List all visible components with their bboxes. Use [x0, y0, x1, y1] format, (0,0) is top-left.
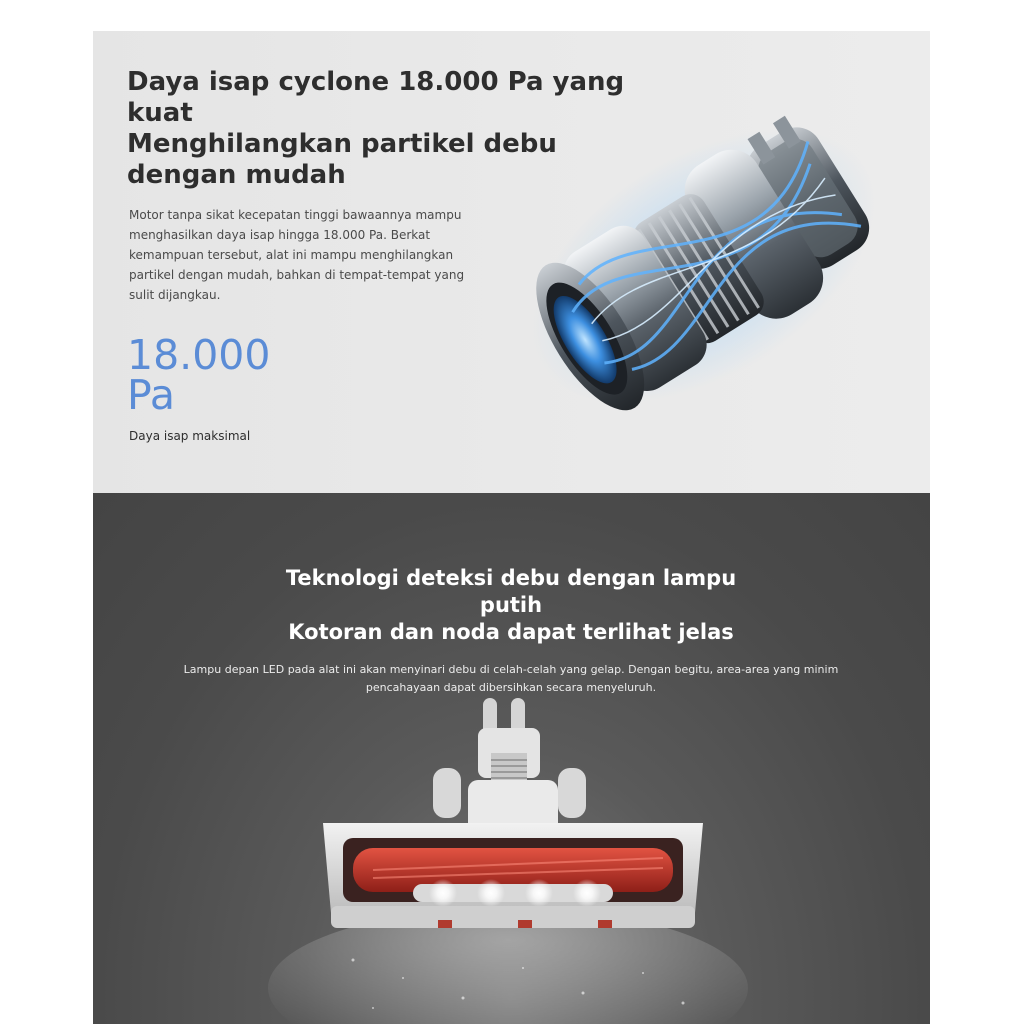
suction-description: Motor tanpa sikat kecepatan tinggi bawaannya mampu menghasilkan daya isap hingga 18.000 Pa. Berkat kemampuan tersebut, alat ini mampu menghilangkan partikel dengan mudah, bahkan di tempat-tempat yang sulit dijangkau. — [129, 208, 465, 302]
suction-power-section — [93, 31, 930, 493]
led-headline: Teknologi deteksi debu dengan lampu putih Kotoran dan noda dapat terlihat jelas — [285, 566, 737, 644]
vacuum-motor-icon — [508, 86, 898, 446]
brush-head-icon — [263, 698, 763, 1024]
led-description: Lampu depan LED pada alat ini akan menyinari debu di celah-celah yang gelap. Dengan begitu, area-area yang minim pencahayaan dapat dibersihkan secara menyeluruh. — [183, 663, 839, 694]
led-detection-section — [93, 493, 930, 1024]
suction-power-caption: Daya isap maksimal — [129, 429, 251, 443]
suction-headline: Daya isap cyclone 18.000 Pa yang kuat Menghilangkan partikel debu dengan mudah — [127, 67, 625, 190]
suction-power-figure: 18.000 Pa — [127, 331, 271, 419]
